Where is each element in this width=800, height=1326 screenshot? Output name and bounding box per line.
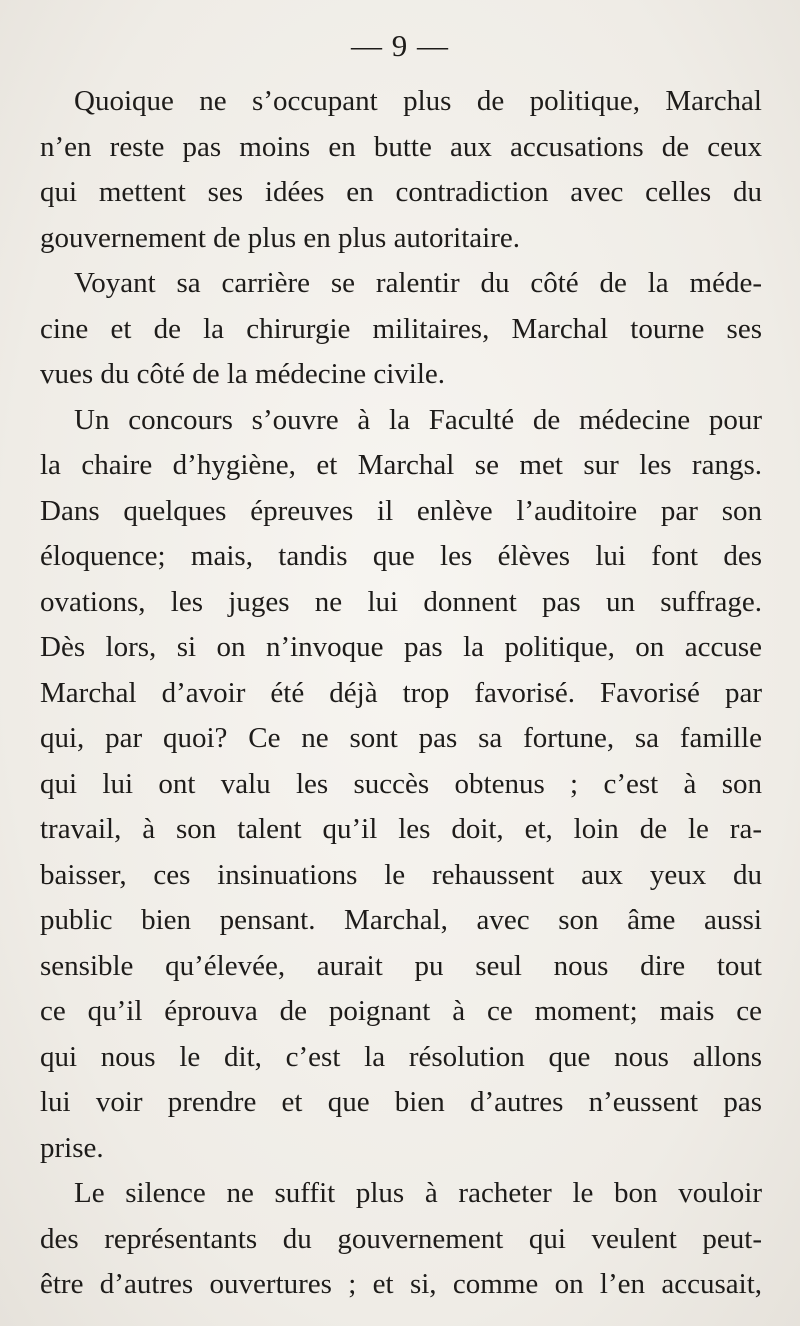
- text-line: qui, par quoi? Ce ne sont pas sa fortune, sa famille: [40, 722, 762, 754]
- text-line: cine et de la chirurgie militaires, Marchal tourne ses: [40, 312, 762, 345]
- text-line: qui mettent ses idées en contradiction avec celles du: [40, 176, 762, 208]
- text-line: baisser, ces insinuations le rehaussent aux yeux du: [40, 858, 762, 891]
- text-line: ovations, les juges ne lui donnent pas un suffrage.: [40, 585, 762, 618]
- text-line: n’en reste pas moins en butte aux accusations de ceux: [40, 130, 762, 163]
- text-line: gouvernement de plus en plus autoritaire.: [40, 221, 520, 254]
- text-line: éloquence; mais, tandis que les élèves lui font des: [40, 540, 762, 572]
- text-line: Voyant sa carrière se ralentir du côté de la méde-: [74, 267, 762, 299]
- text-line: qui lui ont valu les succès obtenus ; c’est à son: [40, 767, 762, 800]
- text-line: qui nous le dit, c’est la résolution que nous allons: [40, 1040, 762, 1073]
- text-line: Marchal d’avoir été déjà trop favorisé. Favorisé par: [40, 676, 762, 709]
- text-line: Dans quelques épreuves il enlève l’auditoire par son: [40, 494, 762, 527]
- body-text: [40, 79, 762, 1308]
- text-line: prise.: [40, 1131, 104, 1164]
- text-line: vues du côté de la médecine civile.: [40, 358, 446, 390]
- text-line: Dès lors, si on n’invoque pas la politique, on accuse: [40, 631, 762, 663]
- text-line: ce qu’il éprouva de poignant à ce moment; mais ce: [40, 995, 762, 1027]
- page-number: — 9 —: [351, 28, 449, 63]
- text-line: être d’autres ouvertures ; et si, comme on l’en accusait,: [40, 1268, 762, 1300]
- text-line: Un concours s’ouvre à la Faculté de médecine pour: [74, 403, 762, 436]
- text-line: travail, à son talent qu’il les doit, et, loin de le ra-: [40, 813, 762, 845]
- text-line: lui voir prendre et que bien d’autres n’eussent pas: [40, 1086, 762, 1118]
- text-line: sensible qu’élevée, aurait pu seul nous dire tout: [40, 949, 762, 982]
- text-line: Quoique ne s’occupant plus de politique, Marchal: [74, 85, 762, 117]
- text-line: des représentants du gouvernement qui veulent peut-: [40, 1222, 762, 1255]
- text-line: la chaire d’hygiène, et Marchal se met sur les rangs.: [40, 449, 762, 481]
- text-line: public bien pensant. Marchal, avec son âme aussi: [40, 904, 762, 936]
- text-line: Le silence ne suffit plus à racheter le bon vouloir: [74, 1177, 762, 1209]
